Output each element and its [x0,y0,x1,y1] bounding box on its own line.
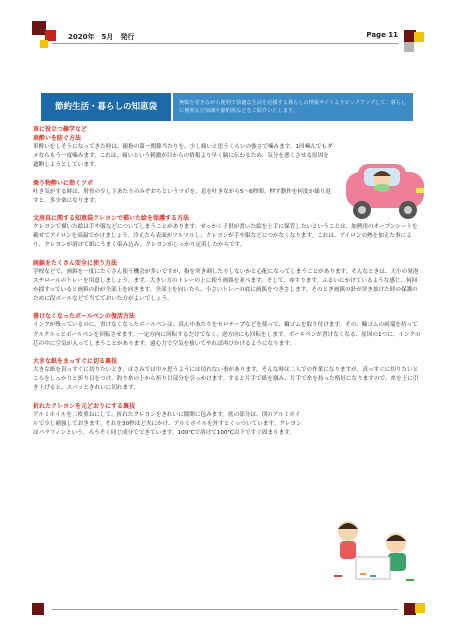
section-text: 吐き気がする時は、肘骨の少し下あたりのみぞおちというツボを、息を吐きながら5～6秒間、押す動作を何度か繰り返すと、多少楽になります。 [33,188,331,204]
header-rule [52,43,398,44]
article-body [33,125,421,446]
corner-square-yellow-right [414,32,424,42]
section-text: インクが残っているのに、書けなくなったボールペンは、真ん中あたりをセロテープなどを使って、輪ゴムを取り付けます。その、輪ゴムの両端を持ってクルクルっとボールペンを回転させます。一定方向に回転するだけでなく、逆方向にも回転をします。ボールペンが書けなくなる、原因の1つに、インクの芯の中に空気が入ってしまうことがあります。遠心力で空気を抜いてやれば再びかけるようになります。 [33,322,421,347]
banner-description: 無駄を省きながら便利で快適な生活を応援する暮らしの情報サイトよりピックアップして、暮らしに便利な豆知識や節約術などをご紹介いたします。 [173,93,413,121]
issue-date: 2020年 5月 発行 [68,33,135,41]
section-subtitle: 乗り物酔いに効くツボ [33,179,94,187]
section-car2 [33,179,421,206]
footer-rule [52,609,398,610]
section-car [33,125,421,171]
corner-square-dark [32,21,46,35]
section-crayon [33,214,421,251]
section-title: 大きな紙をまっすぐに切る裏技 [33,358,118,366]
section-text: 大きな紙を真っすぐに切りたいとき、はさみでは中々思うようには切れない事があります。そんな時は二人での作業になりますが、真っすぐに切りたいところをしっかりと折り目をつけ、釣り糸の上から折り目部分を引っかけます。すると片手で紙を掴み、片手で糸を持った格好になりますので、糸を上に引き上げると、スパッときれいに切れます。 [33,367,419,392]
section-pen [33,312,421,349]
footer-square-yellow-right [415,603,425,613]
section-title: 書けなくなったボールペンの復活方法 [33,313,135,321]
section-paper [33,357,421,394]
section-subtitle: 車酔いを防ぐ方法 [33,135,82,142]
children-drawing-illustration [326,515,422,589]
section-broken-crayon [33,402,421,439]
corner-square-gray-right [404,42,414,52]
banner [41,93,413,121]
section-text: アルミホイルを二枚重ねにして、折れたクレヨンをきれいに隙間に包みます。底の部分は、別のアルミホイルで少し補強しておきます。それを30秒ほど火にかけ、アルミホイルを外すとくっついています。クレヨンはパラフィンという、ろうそく同じ成分でできています。100℃で溶けて100℃以下ですぐ固まります。 [33,411,302,437]
page-number: Page 11 [366,31,398,39]
corner-square-yellow [40,40,48,48]
section-title: 文房具に関する知恵袋クレヨンで描いた絵を保護する方法 [33,215,190,223]
section-tray [33,259,421,305]
section-title: 車に役立つ雑学など [33,126,88,133]
section-title: 画鋲をたくさん安全に使う方法 [33,259,118,267]
banner-title: 節約生活・暮らしの知恵袋 [41,93,171,121]
section-title: 折れたクレヨンを元どおりにする裏技 [33,402,136,410]
section-text: 学校などで、画鋲を一度にたくさん使う機会が多いですが、指を突き刺したりしないかと心配になってしまうことがあります。そんなときは、大小の発泡スチロールのトレーを用意しましょう。まず、大きい方のトレーの上に使う画鋲を並べます。そして、ゆすります。ふるいにかけているような感じ、何回か揺すっていると画鋲の針が全部上を向きます。全部上を向いたら、小さいトレーの底に画鋲をつきさします。そのとき画鋲の針が突き抜けた時の保護のために段ボールなどで当てておいた方がよいでしょう。 [33,268,419,303]
section-text: 車酔いをしそうになってきた時は、親指の第一関節当たりを、少し痛いと思うくらいの強さで噛みます。1回噛んでもダメならもう一度噛みます。これは、痛いという刺激が目からの情報より早く脳に伝わるため、気分を悪くさせる原因を遮断しようとしています。 [33,144,333,169]
footer-square-dark-left [32,603,44,615]
section-text: クレヨンで描いた絵は手や服などについてしまうことがあります。せっかく子供が書いた絵を上手に保管したいということは、加熱用のオーブンシートを載せてアイロンを高温でかけましょう。冷えたら表面がツルツルし、クレヨンが手や服などにつかなくなります。これは、アイロンの熱を加えた事により、クレヨンが溶けて紙にうまく染み込み、クレヨンがしっかり定着したからです。 [33,224,418,249]
